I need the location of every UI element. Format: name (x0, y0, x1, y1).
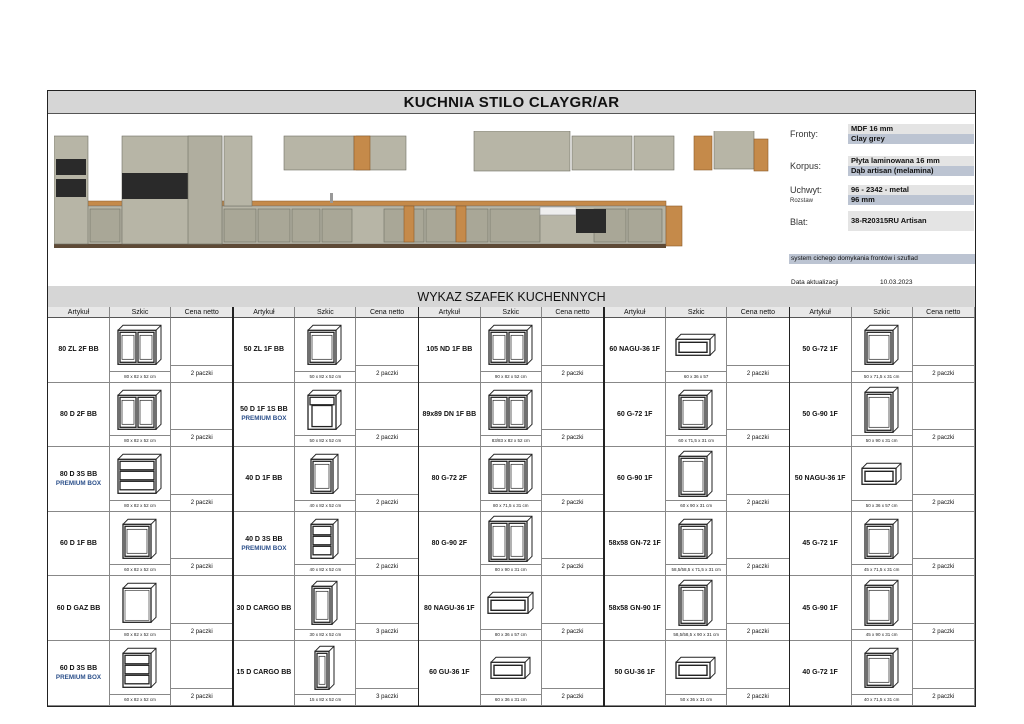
cabinet-price (171, 318, 233, 383)
cabinet-name: 50 ZL 1F BB (243, 346, 285, 354)
column-header-artykul: Artykuł (48, 307, 110, 318)
cabinet-sketch-cell (295, 318, 356, 383)
cabinet-name: 50 GU-36 1F (614, 669, 655, 677)
cabinet-sketch-wall-1door-tall (852, 578, 912, 629)
package-count: 2 paczki (913, 494, 974, 511)
fronty-row (788, 123, 974, 145)
cabinet-name: 80 G-90 2F (431, 540, 467, 548)
cabinet-price (727, 512, 789, 577)
cabinet-sketch-cell (852, 383, 913, 448)
column-separator (789, 307, 791, 706)
cabinet-article (419, 447, 481, 512)
cabinet-name: 80 ZL 2F BB (58, 346, 99, 354)
cabinet-sketch-wall-1door (852, 643, 912, 694)
premium-box-badge: PREMIUM BOX (55, 673, 102, 681)
cabinet-dimensions: 40 x 82 x 52 cm (295, 564, 355, 575)
cabinet-sketch-wall-1door-tall (666, 449, 726, 500)
cabinet-sketch-cell (110, 641, 171, 706)
cabinet-price (542, 576, 604, 641)
cabinet-price (727, 383, 789, 448)
cabinet-dimensions: 60 x 82 x 52 cm (110, 564, 170, 575)
cabinet-dimensions: 50 x 36 x 31 cm (666, 694, 726, 705)
cabinet-article (48, 512, 110, 577)
sketch-area (666, 320, 726, 371)
sketch-area (481, 643, 541, 694)
package-count: 3 paczki (356, 688, 417, 705)
cabinet-dimensions: 30 x 82 x 52 cm (295, 629, 355, 640)
cabinet-dimensions: 83/83 x 82 x 52 cm (481, 435, 541, 446)
sketch-area (852, 643, 912, 694)
cabinet-dimensions: 60 x 90 x 31 cm (666, 500, 726, 511)
cabinet-sketch-cell (295, 447, 356, 512)
sketch-area (110, 320, 170, 371)
package-count: 2 paczki (171, 623, 232, 640)
cabinet-name: 60 D GAZ BB (56, 604, 101, 612)
cabinet-sketch-cell (110, 447, 171, 512)
cabinet-article (419, 641, 481, 706)
package-count: 2 paczki (727, 429, 788, 446)
cabinet-name: 60 G-72 1F (616, 410, 653, 418)
sketch-area (110, 449, 170, 500)
column-header-artykul: Artykuł (233, 307, 295, 318)
column-header-artykul: Artykuł (790, 307, 852, 318)
package-count: 2 paczki (913, 429, 974, 446)
blat-value: 38-R20315RU Artisan (848, 211, 974, 231)
cabinet-sketch-flap (666, 320, 726, 371)
uchwyt-row (788, 185, 974, 207)
sketch-area (110, 578, 170, 629)
sketch-area (295, 514, 355, 565)
column-header-cena: Cena netto (171, 307, 233, 318)
package-count: 2 paczki (171, 688, 232, 705)
date-label: Data aktualizacji (791, 279, 839, 286)
cabinet-dimensions: 80 x 90 x 31 cm (481, 564, 541, 575)
cabinet-sketch-wall-2door (481, 449, 541, 500)
cabinet-dimensions: 60 x 71,5 x 31 cm (666, 435, 726, 446)
sketch-area (110, 643, 170, 694)
blat-row (788, 211, 974, 233)
cabinet-sketch-cell (110, 512, 171, 577)
cabinet-article (790, 512, 852, 577)
package-count: 2 paczki (542, 365, 603, 382)
cabinet-dimensions: 50 x 36 x 57 cm (852, 500, 912, 511)
cabinet-sketch-base-3drawer-narrow (295, 514, 355, 565)
uchwyt-label: Uchwyt: (790, 185, 823, 195)
column-header-cena: Cena netto (542, 307, 604, 318)
package-count: 2 paczki (727, 558, 788, 575)
cabinet-sketch-cell (481, 447, 542, 512)
cabinet-sketch-cell (852, 318, 913, 383)
cabinet-sketch-cell (295, 383, 356, 448)
cabinet-name: 80 G-72 2F (431, 475, 467, 483)
package-count: 2 paczki (913, 365, 974, 382)
cabinet-article (48, 318, 110, 383)
cabinet-sketch-flap-open (852, 449, 912, 500)
package-count: 2 paczki (171, 365, 232, 382)
cabinet-name: 58x58 GN-90 1F (608, 604, 661, 612)
column-header-artykul: Artykuł (604, 307, 666, 318)
cabinet-dimensions: 45 x 90 x 31 cm (852, 629, 912, 640)
cabinet-sketch-cell (481, 512, 542, 577)
cabinet-price (542, 447, 604, 512)
cabinet-list-title: WYKAZ SZAFEK KUCHENNYCH (48, 286, 975, 308)
cabinet-dimensions: 60 x 36 x 31 cm (481, 694, 541, 705)
package-count: 2 paczki (356, 558, 417, 575)
cabinet-dimensions: 60 x 82 x 52 cm (110, 694, 170, 705)
cabinet-price (913, 512, 975, 577)
cabinet-name: 89x89 DN 1F BB (422, 410, 477, 418)
cabinet-dimensions: 45 x 71,5 x 31 cm (852, 564, 912, 575)
korpus-label: Korpus: (790, 161, 822, 171)
cabinet-dimensions: 40 x 82 x 52 cm (295, 500, 355, 511)
sketch-area (666, 514, 726, 565)
sketch-area (295, 643, 355, 694)
cabinet-dimensions: 80 x 36 x 57 cm (481, 629, 541, 640)
cabinet-article (419, 576, 481, 641)
cabinet-name: 50 D 1F 1S BB (240, 406, 288, 414)
column-separator (232, 307, 234, 706)
cabinet-sketch-cell (110, 576, 171, 641)
cabinet-sketch-base-1door (110, 514, 170, 565)
cabinet-sketch-open-frame (110, 578, 170, 629)
column-header-cena: Cena netto (727, 307, 789, 318)
cabinet-price (171, 512, 233, 577)
premium-box-badge: PREMIUM BOX (241, 544, 287, 552)
fronty-value-1: MDF 16 mm (848, 124, 974, 134)
cabinet-sketch-base-1door-narrow (295, 449, 355, 500)
column-header-cena: Cena netto (356, 307, 418, 318)
cabinet-sketch-cell (852, 447, 913, 512)
cabinet-price (542, 512, 604, 577)
sketch-area (110, 514, 170, 565)
package-count: 2 paczki (913, 623, 974, 640)
cabinet-sketch-corner-wall (666, 514, 726, 565)
cabinet-name: 40 G-72 1F (802, 669, 838, 677)
sketch-area (481, 578, 541, 629)
cabinet-dimensions: 15 x 82 x 52 cm (295, 694, 355, 705)
cabinet-sketch-base-2door (110, 385, 170, 436)
cabinet-price (171, 576, 233, 641)
premium-box-badge: PREMIUM BOX (241, 415, 287, 423)
cabinet-name: 50 NAGU-36 1F (794, 475, 846, 483)
package-count: 2 paczki (727, 623, 788, 640)
cabinet-article (604, 383, 666, 448)
cabinet-price (542, 641, 604, 706)
cabinet-name: 30 D CARGO BB (236, 604, 292, 612)
korpus-row (788, 156, 974, 178)
cabinet-name: 15 D CARGO BB (236, 669, 292, 677)
cabinet-dimensions: 40 x 71,5 x 31 cm (852, 694, 912, 705)
sketch-area (852, 320, 912, 371)
cabinet-price (913, 383, 975, 448)
package-count: 2 paczki (356, 365, 417, 382)
cabinet-name: 58x58 GN-72 1F (608, 540, 661, 548)
cabinet-sketch-cell (295, 512, 356, 577)
cabinet-sketch-flap (481, 643, 541, 694)
sketch-area (481, 385, 541, 436)
package-count: 2 paczki (913, 558, 974, 575)
cabinet-sketch-cell (852, 641, 913, 706)
cabinet-article (790, 576, 852, 641)
cabinet-sketch-wall-1door-tall (852, 385, 912, 436)
package-count: 2 paczki (542, 494, 603, 511)
cabinet-price (542, 383, 604, 448)
uchwyt-value: 96 - 2342 - metal (848, 185, 974, 195)
sketch-area (295, 385, 355, 436)
package-count: 3 paczki (356, 623, 417, 640)
cabinet-price (727, 576, 789, 641)
sketch-area (852, 449, 912, 500)
cabinet-article (419, 383, 481, 448)
sketch-area (295, 320, 355, 371)
cabinet-sketch-wall-1door (852, 514, 912, 565)
sketch-area (666, 643, 726, 694)
column-header-cena: Cena netto (913, 307, 975, 318)
cabinet-sketch-cell (295, 576, 356, 641)
cabinet-name: 50 G-90 1F (802, 410, 838, 418)
cabinet-sketch-cell (110, 383, 171, 448)
cabinet-sketch-cell (666, 512, 727, 577)
package-count: 2 paczki (356, 429, 417, 446)
cabinet-sketch-cell (666, 641, 727, 706)
sketch-area (481, 514, 541, 565)
cabinet-dimensions: 58,5/58,5 x 71,5 x 31 cm (666, 564, 726, 575)
package-count: 2 paczki (356, 494, 417, 511)
cabinet-sketch-corner-l (481, 385, 541, 436)
cabinet-sketch-flap (666, 643, 726, 694)
cabinet-sketch-cell (110, 318, 171, 383)
cabinet-sketch-base-1door-open (295, 320, 355, 371)
rozstaw-label: Rozstaw (790, 198, 814, 204)
cabinet-name: 80 NAGU-36 1F (424, 604, 475, 612)
premium-box-badge: PREMIUM BOX (55, 479, 102, 487)
cabinet-sketch-cargo-thin (295, 643, 355, 694)
cabinet-sketch-base-2door-open (110, 320, 170, 371)
cabinet-price (356, 447, 418, 512)
cabinet-article (48, 641, 110, 706)
column-separator (603, 307, 605, 706)
cabinet-article (233, 447, 295, 512)
cabinet-article (233, 512, 295, 577)
cabinet-sketch-cell (852, 512, 913, 577)
column-header-szkic: Szkic (666, 307, 727, 318)
sketch-area (666, 385, 726, 436)
cabinet-dimensions: 80 x 82 x 52 cm (110, 500, 170, 511)
rozstaw-value: 96 mm (848, 195, 974, 205)
catalog-sheet (47, 90, 976, 707)
cabinet-sketch-base-1door-1drawer (295, 385, 355, 436)
sketch-area (295, 578, 355, 629)
sketch-area (852, 514, 912, 565)
cabinet-article (48, 383, 110, 448)
package-count: 2 paczki (171, 429, 232, 446)
cabinet-sketch-cell (481, 641, 542, 706)
cabinet-dimensions: 80 x 71,5 x 31 cm (481, 500, 541, 511)
cabinet-article (604, 318, 666, 383)
cabinet-sketch-base-3drawer (110, 643, 170, 694)
column-header-szkic: Szkic (110, 307, 171, 318)
cabinet-sketch-cell (481, 383, 542, 448)
cabinet-sketch-wall-2door-tall (481, 514, 541, 565)
column-header-szkic: Szkic (852, 307, 913, 318)
cabinet-article (233, 641, 295, 706)
cabinet-price (727, 641, 789, 706)
cabinet-article (48, 576, 110, 641)
cabinet-article (790, 641, 852, 706)
cabinet-sketch-cell (852, 576, 913, 641)
package-count: 2 paczki (727, 494, 788, 511)
cabinet-name: 40 D 3S BB (245, 535, 283, 543)
cabinet-price (727, 318, 789, 383)
cabinet-dimensions: 80 x 82 x 52 cm (110, 435, 170, 446)
cabinet-name: 40 D 1F BB (245, 475, 283, 483)
cabinet-sketch-cell (666, 447, 727, 512)
cabinet-name: 80 D 3S BB (59, 470, 98, 478)
cabinet-sketch-cell (666, 383, 727, 448)
cabinet-article (790, 447, 852, 512)
package-count: 2 paczki (171, 494, 232, 511)
cabinet-name: 80 D 2F BB (60, 410, 97, 418)
package-count: 2 paczki (542, 558, 603, 575)
cabinet-name: 60 D 1F BB (60, 540, 97, 548)
cabinet-price (356, 318, 418, 383)
cabinet-sketch-wall-1door (666, 385, 726, 436)
sketch-area (852, 385, 912, 436)
cabinet-price (171, 641, 233, 706)
cabinet-price (171, 383, 233, 448)
cabinet-name: 50 G-72 1F (802, 346, 838, 354)
cabinet-price (356, 576, 418, 641)
cabinet-dimensions: 50 x 90 x 31 cm (852, 435, 912, 446)
sketch-area (481, 449, 541, 500)
cabinet-dimensions: 80 x 82 x 52 cm (110, 629, 170, 640)
overview-section (48, 113, 975, 287)
kitchen-illustration (54, 131, 784, 273)
cabinet-price (913, 318, 975, 383)
cabinet-sketch-cargo (295, 578, 355, 629)
cabinet-price (356, 641, 418, 706)
system-note: system cichego domykania frontów i szuflad (789, 254, 975, 264)
cabinet-sketch-corner-wall-tall (666, 578, 726, 629)
cabinet-sketch-cell (481, 318, 542, 383)
cabinet-sketch-corner-base (481, 320, 541, 371)
cabinet-article (790, 383, 852, 448)
cabinet-dimensions: 60 x 36 x 57 (666, 371, 726, 382)
cabinet-article (233, 576, 295, 641)
blat-label: Blat: (790, 217, 809, 227)
sketch-area (110, 385, 170, 436)
cabinet-sketch-cell (295, 641, 356, 706)
cabinet-dimensions: 80 x 82 x 52 cm (110, 371, 170, 382)
cabinet-name: 45 G-72 1F (802, 540, 838, 548)
cabinet-name: 45 G-90 1F (802, 604, 838, 612)
sketch-area (666, 578, 726, 629)
cabinet-price (171, 447, 233, 512)
sketch-area (852, 578, 912, 629)
fronty-value-2: Clay grey (848, 134, 974, 144)
fronty-label: Fronty: (790, 129, 819, 139)
cabinet-article (790, 318, 852, 383)
cabinet-dimensions: 50 x 82 x 52 cm (295, 371, 355, 382)
sketch-area (295, 449, 355, 500)
cabinet-price (727, 447, 789, 512)
korpus-value-2: Dąb artisan (melamina) (848, 166, 974, 176)
column-separator (418, 307, 420, 706)
cabinet-sketch-base-3drawer-wide (110, 449, 170, 500)
cabinet-name: 60 GU-36 1F (429, 669, 470, 677)
cabinet-dimensions: 90 x 82 x 52 cm (481, 371, 541, 382)
column-header-szkic: Szkic (295, 307, 356, 318)
cabinet-article (419, 318, 481, 383)
cabinet-name: 60 G-90 1F (616, 475, 653, 483)
korpus-value-1: Płyta laminowana 16 mm (848, 156, 974, 166)
cabinet-price (913, 641, 975, 706)
column-header-artykul: Artykuł (419, 307, 481, 318)
package-count: 2 paczki (542, 688, 603, 705)
cabinet-price (913, 576, 975, 641)
cabinet-price (356, 383, 418, 448)
package-count: 2 paczki (171, 558, 232, 575)
cabinet-name: 60 D 3S BB (59, 664, 98, 672)
cabinet-grid (48, 307, 975, 706)
package-count: 2 paczki (727, 688, 788, 705)
package-count: 2 paczki (542, 429, 603, 446)
cabinet-article (48, 447, 110, 512)
cabinet-name: 105 ND 1F BB (426, 346, 473, 354)
cabinet-price (542, 318, 604, 383)
cabinet-article (604, 447, 666, 512)
cabinet-dimensions: 58,5/58,5 x 90 x 31 cm (666, 629, 726, 640)
cabinet-article (604, 512, 666, 577)
sketch-area (666, 449, 726, 500)
cabinet-sketch-cell (666, 576, 727, 641)
cabinet-sketch-flap-wide (481, 578, 541, 629)
date-value: 10.03.2023 (880, 279, 913, 286)
cabinet-sketch-cell (666, 318, 727, 383)
cabinet-sketch-cell (481, 576, 542, 641)
cabinet-article (604, 576, 666, 641)
package-count: 2 paczki (542, 623, 603, 640)
cabinet-price (356, 512, 418, 577)
cabinet-article (419, 512, 481, 577)
cabinet-article (233, 318, 295, 383)
cabinet-dimensions: 50 x 71,5 x 31 cm (852, 371, 912, 382)
column-header-szkic: Szkic (481, 307, 542, 318)
package-count: 2 paczki (913, 688, 974, 705)
cabinet-article (604, 641, 666, 706)
cabinet-name: 60 NAGU-36 1F (609, 346, 660, 354)
sketch-area (481, 320, 541, 371)
package-count: 2 paczki (727, 365, 788, 382)
cabinet-article (233, 383, 295, 448)
cabinet-price (913, 447, 975, 512)
page-title: KUCHNIA STILO CLAYGR/AR (48, 91, 975, 114)
cabinet-sketch-wall-1door (852, 320, 912, 371)
cabinet-dimensions: 50 x 82 x 52 cm (295, 435, 355, 446)
